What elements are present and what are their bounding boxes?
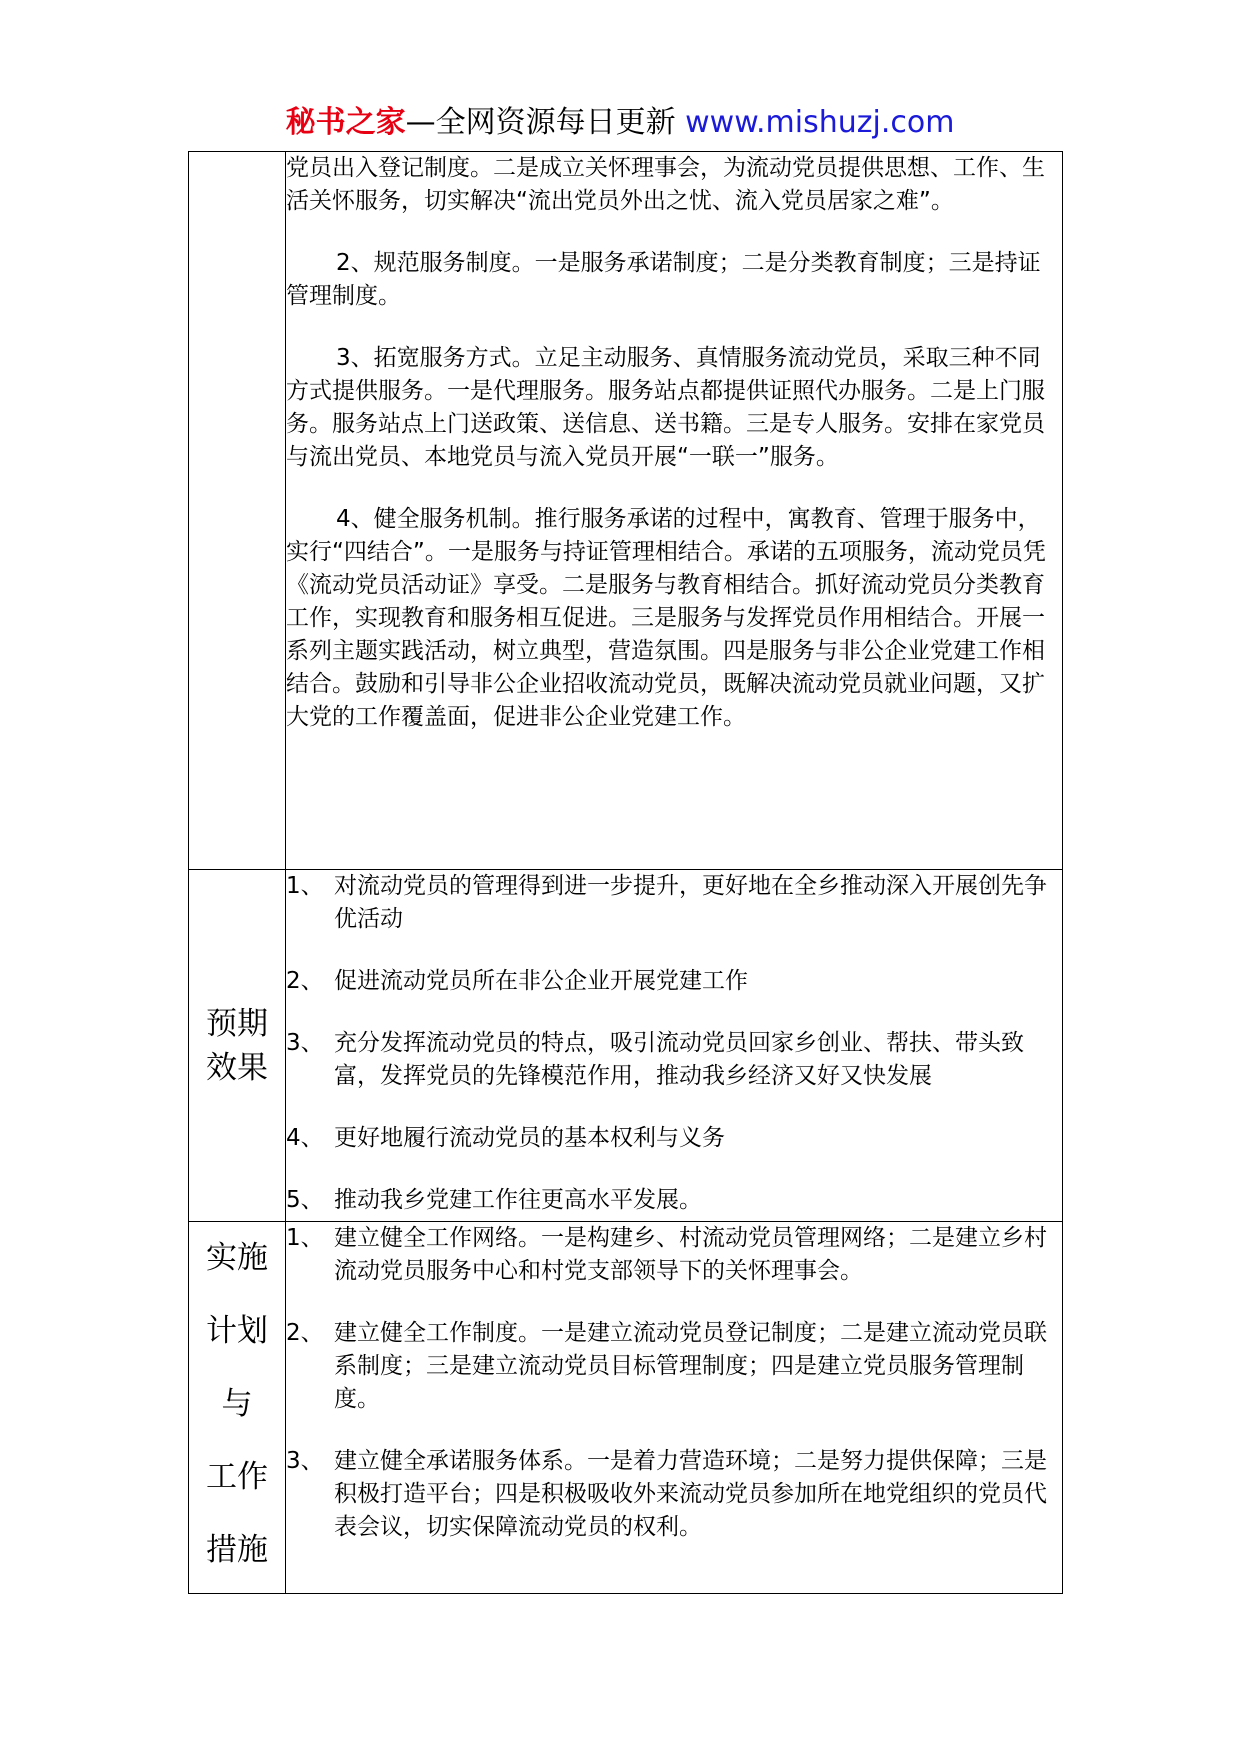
label-line: 措施 [206, 1532, 268, 1568]
list-number: 1、 [286, 1225, 324, 1251]
site-url-link[interactable]: www.mishuzj.com [685, 105, 955, 140]
list-item [286, 1122, 1062, 1155]
list-item [286, 1317, 1062, 1416]
label-line: 工作 [206, 1459, 268, 1495]
table-row [189, 152, 1063, 870]
list-item [286, 1445, 1062, 1544]
paragraph: 党员出入登记制度。二是成立关怀理事会，为流动党员提供思想、工作、生活关怀服务，切实解决“流出党员外出之忧、流入党员居家之难”。 [286, 155, 1045, 214]
site-slogan: —全网资源每日更新 [405, 105, 686, 140]
paragraph: 3、拓宽服务方式。立足主动服务、真情服务流动党员，采取三种不同方式提供服务。一是代理服务。服务站点都提供证照代办服务。二是上门服务。服务站点上门送政策、送信息、送书籍。三是专人服务。安排在家党员与流出党员、本地党员与流入党员开展“一联一”服务。 [286, 345, 1045, 470]
list-text: 促进流动党员所在非公企业开展党建工作 [334, 968, 748, 994]
expected-effect-label [189, 870, 286, 1222]
list-text: 建立健全承诺服务体系。一是着力营造环境；二是努力提供保障；三是积极打造平台；四是积极吸收外来流动党员参加所在地党组织的党员代表会议，切实保障流动党员的权利。 [334, 1448, 1047, 1540]
service-measures-cell [286, 152, 1063, 870]
list-item [286, 965, 1062, 998]
list-text: 对流动党员的管理得到进一步提升，更好地在全乡推动深入开展创先争优活动 [334, 873, 1047, 932]
list-number: 3、 [286, 1030, 324, 1056]
site-header [0, 101, 1240, 145]
label-line: 预期 [206, 1005, 268, 1042]
list-text: 更好地履行流动党员的基本权利与义务 [334, 1125, 725, 1151]
table-row [189, 870, 1063, 1222]
label-line: 实施 [206, 1240, 268, 1276]
list-text: 充分发挥流动党员的特点，吸引流动党员回家乡创业、帮扶、带头致富，发挥党员的先锋模范作用，推动我乡经济又好又快发展 [334, 1030, 1024, 1089]
label-line: 与 [221, 1386, 253, 1422]
list-item [286, 1027, 1062, 1093]
implementation-plan-list [286, 1222, 1063, 1594]
expected-effect-list [286, 870, 1063, 1222]
list-item [286, 870, 1062, 936]
list-number: 4、 [286, 1125, 324, 1151]
implementation-plan-label [189, 1222, 286, 1594]
label-cell-empty [189, 152, 286, 870]
list-number: 5、 [286, 1187, 324, 1213]
list-text: 建立健全工作制度。一是建立流动党员登记制度；二是建立流动党员联系制度；三是建立流动党员目标管理制度；四是建立党员服务管理制度。 [334, 1320, 1047, 1412]
list-text: 推动我乡党建工作往更高水平发展。 [334, 1187, 702, 1213]
document-table [188, 151, 1063, 1594]
list-item [286, 1184, 1062, 1217]
site-brand: 秘书之家 [285, 105, 406, 140]
table-row [189, 1222, 1063, 1594]
label-line: 效果 [206, 1049, 268, 1086]
list-number: 2、 [286, 968, 324, 994]
list-number: 1、 [286, 873, 324, 899]
label-line: 计划 [206, 1313, 268, 1349]
list-text: 建立健全工作网络。一是构建乡、村流动党员管理网络；二是建立乡村流动党员服务中心和村党支部领导下的关怀理事会。 [334, 1225, 1047, 1284]
list-number: 3、 [286, 1448, 324, 1474]
list-number: 2、 [286, 1320, 324, 1346]
list-item [286, 1222, 1062, 1288]
paragraph: 2、规范服务制度。一是服务承诺制度；二是分类教育制度；三是持证管理制度。 [286, 250, 1041, 309]
paragraph: 4、健全服务机制。推行服务承诺的过程中，寓教育、管理于服务中，实行“四结合”。一是服务与持证管理相结合。承诺的五项服务，流动党员凭《流动党员活动证》享受。二是服务与教育相结合。抓好流动党员分类教育工作，实现教育和服务相互促进。三是服务与发挥党员作用相结合。开展一系列主题实践活动，树立典型，营造氛围。四是服务与非公企业党建工作相结合。鼓励和引导非公企业招收流动党员，既解决流动党员就业问题，又扩大党的工作覆盖面，促进非公企业党建工作。 [286, 506, 1046, 730]
